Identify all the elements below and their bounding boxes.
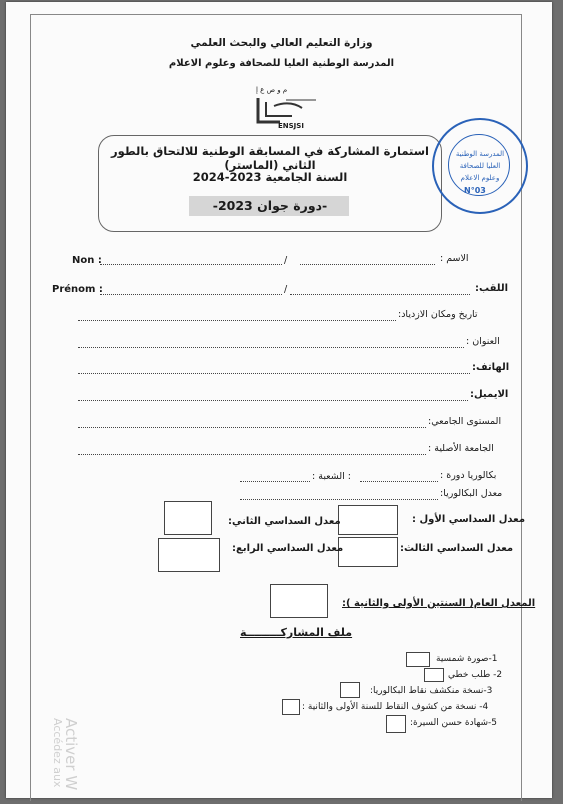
sem4-label: معدل السداسي الرابع:: [232, 543, 344, 554]
email-field[interactable]: [78, 400, 468, 401]
university-label: الجامعة الأصلية :: [428, 443, 494, 454]
name-ar-field[interactable]: [300, 264, 435, 265]
dossier-item-2: 2- طلب خطي: [448, 670, 503, 680]
stamp-text-2: العليا للصحافة: [459, 162, 501, 170]
surname-fr-label: Prénom :: [52, 284, 103, 295]
level-label: المستوى الجامعي:: [428, 416, 502, 427]
dossier-title: ملف المشاركـــــــــة: [240, 626, 353, 639]
dossier-item-4: 4- نسخة من كشوف النقاط للسنة الأولى والثانية :: [302, 702, 489, 712]
branch-label: : الشعبة :: [312, 471, 351, 482]
academic-year: السنة الجامعية 2023-2024: [192, 170, 348, 184]
activation-watermark-2: Accédez aux: [51, 718, 64, 788]
activation-watermark-1: Activer W: [62, 718, 80, 791]
sem2-box[interactable]: [164, 501, 212, 535]
name-ar-label: الاسم :: [440, 253, 469, 264]
session-title: -دورة جوان 2023-: [212, 198, 328, 213]
official-stamp: [432, 118, 528, 214]
general-average-label: المعدل العام( السنتين الأولى والثانية ):: [342, 598, 536, 609]
ministry-title: وزارة التعليم العالي والبحث العلمي: [190, 37, 373, 49]
sem4-box[interactable]: [158, 538, 220, 572]
title-box: [98, 135, 442, 232]
dossier-checkbox-4[interactable]: [282, 699, 300, 715]
university-field[interactable]: [78, 454, 426, 455]
surname-fr-field[interactable]: [100, 294, 282, 295]
general-average-box[interactable]: [270, 584, 328, 618]
surname-ar-label: اللقب:: [475, 283, 509, 294]
school-title: المدرسة الوطنية العليا للصحافة وعلوم الاعلام: [168, 58, 395, 69]
level-field[interactable]: [78, 427, 426, 428]
logo-arabic-text: م و ص ع إ: [256, 86, 288, 94]
sem3-label: معدل السداسي الثالث:: [400, 543, 514, 554]
email-label: الايميل:: [470, 389, 509, 400]
surname-ar-field[interactable]: [290, 294, 470, 295]
sem1-label: معدل السداسي الأول :: [412, 514, 526, 525]
dossier-checkbox-3[interactable]: [340, 682, 360, 698]
bac-average-label: معدل البكالوريا:: [440, 488, 503, 499]
phone-field[interactable]: [78, 373, 470, 374]
name-fr-label: Non :: [72, 255, 102, 266]
form-title: استمارة المشاركة في المسابقة الوطنية للالتحاق بالطور الثاني (الماستر): [110, 144, 429, 172]
birth-label: تاريخ ومكان الازدياد:: [398, 309, 478, 320]
sem3-box[interactable]: [338, 537, 398, 567]
dossier-checkbox-1[interactable]: [406, 652, 430, 667]
school-logo: [250, 86, 320, 131]
stamp-number: N°03: [464, 186, 486, 195]
phone-label: الهاتف:: [472, 362, 510, 373]
logo-text: ENSJSI: [278, 122, 304, 130]
stamp-text-3: وعلوم الاعلام: [460, 174, 500, 182]
stamp-text-1: المدرسة الوطنية: [455, 150, 505, 158]
dossier-item-3: 3-نسخة منكشف نقاط البكالوريا:: [370, 686, 493, 696]
address-field[interactable]: [78, 347, 464, 348]
sem2-label: معدل السداسي الثاني:: [228, 516, 341, 527]
bac-average-field[interactable]: [240, 499, 438, 500]
birth-field[interactable]: [78, 320, 396, 321]
dossier-item-1: 1-صورة شمسية: [436, 654, 498, 664]
name-fr-field[interactable]: [100, 264, 282, 265]
dossier-item-5: 5-شهادة حسن السيرة:: [410, 718, 498, 728]
sem1-box[interactable]: [338, 505, 398, 535]
dossier-checkbox-2[interactable]: [424, 668, 444, 682]
dossier-checkbox-5[interactable]: [386, 715, 406, 733]
bac-session-field[interactable]: [360, 481, 438, 482]
branch-field[interactable]: [240, 481, 310, 482]
address-label: العنوان :: [466, 336, 500, 347]
bac-session-label: بكالوريا دورة :: [440, 470, 497, 481]
